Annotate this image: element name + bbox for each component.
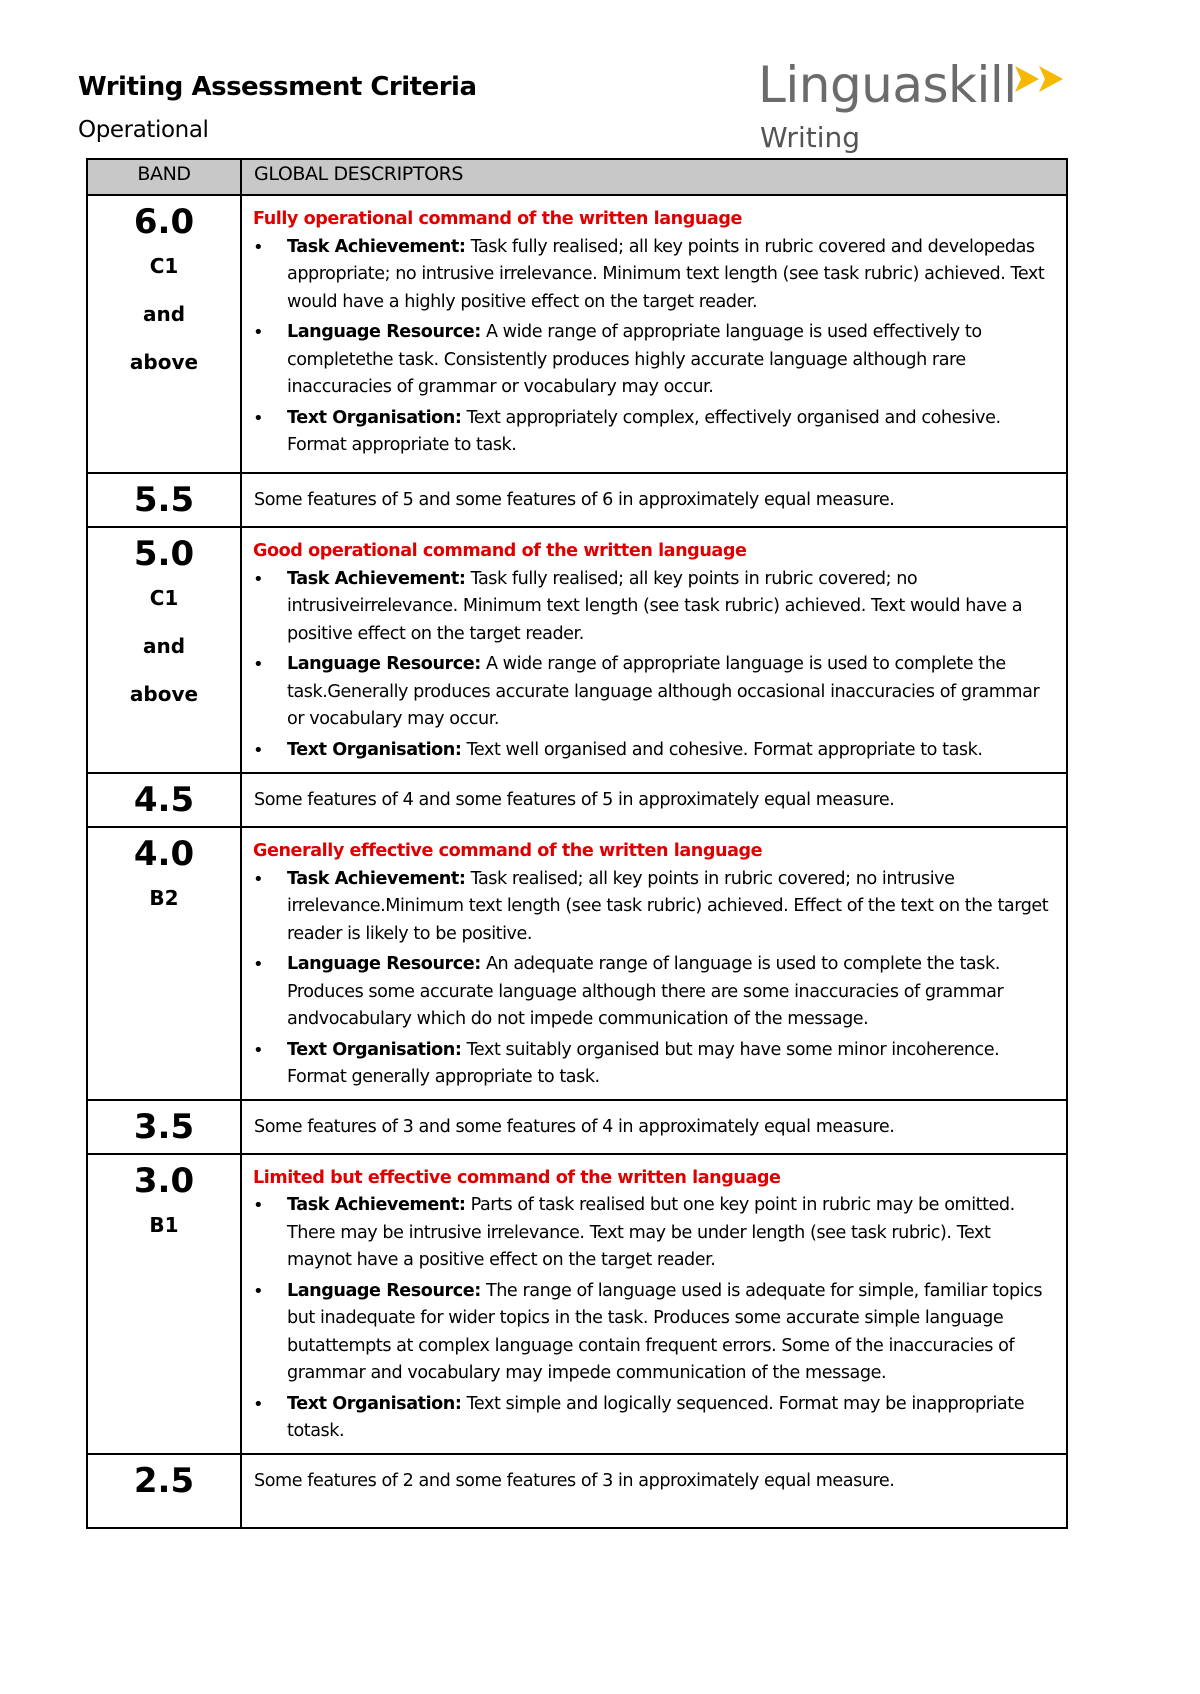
criterion-text: Text simple and logically sequenced. Format may be inappropriate totask.	[287, 1393, 1025, 1441]
band-cell	[87, 1100, 241, 1154]
descriptor-cell	[241, 1154, 1067, 1454]
criterion-label: Task Achievement:	[287, 568, 466, 589]
criterion-text: A wide range of appropriate language is used to complete the task.Generally produces accurate language although occasional inaccuracies of grammar or vocabulary may occur.	[287, 654, 1040, 729]
cefr-level: C1 and above	[129, 586, 199, 706]
band-row	[87, 1454, 1067, 1528]
criterion-label: Language Resource:	[287, 954, 481, 974]
band-row	[87, 473, 1067, 527]
descriptor-cell	[241, 195, 1067, 473]
descriptor-cell	[241, 773, 1067, 827]
band-row	[87, 1100, 1067, 1154]
criterion-label: Language Resource:	[287, 1280, 481, 1301]
intermediate-band-text: Some features of 3 and some features of 4 in approximately equal measure.	[254, 1116, 895, 1137]
band-cell	[87, 827, 241, 1100]
criterion-item	[253, 1037, 1054, 1092]
band-row	[87, 773, 1067, 827]
descriptor-heading: Generally effective command of the written language	[253, 841, 763, 861]
criterion-label: Task Achievement:	[287, 1195, 466, 1215]
descriptor-cell	[241, 473, 1067, 527]
criterion-item	[253, 737, 1054, 765]
brand-name: Linguaskill	[758, 56, 1017, 114]
band-cell	[87, 195, 241, 473]
criteria-table	[86, 158, 1068, 1529]
criterion-item	[253, 951, 1054, 1034]
criterion-text: An adequate range of language is used to complete the task. Produces some accurate language although there are some inaccuracies of grammar andvocabulary which do not impede communication of the message.	[287, 954, 1004, 1029]
intermediate-band-text: Some features of 5 and some features of 6 in approximately equal measure.	[254, 490, 895, 510]
cefr-level: B1	[149, 1212, 179, 1237]
criterion-item	[253, 319, 1054, 402]
double-arrow-icon	[1013, 64, 1077, 94]
band-cell	[87, 473, 241, 527]
band-column-header: BAND	[87, 159, 241, 195]
criterion-text: Text suitably organised but may have some minor incoherence. Format generally appropriate to task.	[287, 1039, 1000, 1087]
criterion-item	[253, 866, 1054, 949]
criterion-label: Text Organisation:	[287, 1039, 462, 1060]
band-row	[87, 827, 1067, 1100]
band-cell	[87, 1454, 241, 1528]
criterion-label: Text Organisation:	[287, 407, 462, 428]
band-row	[87, 195, 1067, 473]
criterion-label: Text Organisation:	[287, 1393, 462, 1414]
intermediate-band-text: Some features of 2 and some features of 3 in approximately equal measure.	[254, 1470, 895, 1491]
table-header-row	[87, 159, 1067, 195]
criterion-item	[253, 1192, 1054, 1275]
page-subtitle: Operational	[78, 117, 209, 143]
descriptor-cell	[241, 1100, 1067, 1154]
linguaskill-logo	[758, 56, 1078, 156]
criterion-text: Task fully realised; all key points in rubric covered; no intrusiveirrelevance. Minimum text length (see task rubric) achieved. Text would have a positive effect on the target reader.	[287, 568, 1023, 644]
band-cell	[87, 527, 241, 773]
brand-product: Writing	[760, 121, 860, 154]
criterion-text: A wide range of appropriate language is used effectively to completethe task. Consistently produces highly accurate language although rare inaccuracies of grammar or vocabulary may occur.	[287, 322, 982, 397]
descriptor-cell	[241, 827, 1067, 1100]
criteria-list	[253, 866, 1054, 1092]
criterion-item	[253, 234, 1054, 317]
criterion-item	[253, 1391, 1054, 1446]
criterion-text: Parts of task realised but one key point in rubric may be omitted. There may be intrusive irrelevance. Text may be under length (see task rubric). Text maynot have a positive effect on the target reader.	[287, 1195, 1015, 1270]
band-score: 4.0	[133, 834, 195, 874]
descriptor-cell	[241, 527, 1067, 773]
criterion-text: The range of language used is adequate for simple, familiar topics but inadequate for wider topics in the task. Produces some accurate simple language butattempts at complex language contain frequent errors. Some of the inaccuracies of grammar and vocabulary may impede communication of the message.	[287, 1280, 1043, 1383]
page-title: Writing Assessment Criteria	[78, 72, 477, 102]
descriptor-heading: Good operational command of the written language	[253, 541, 747, 561]
criterion-item	[253, 566, 1054, 649]
descriptors-column-header: GLOBAL DESCRIPTORS	[241, 159, 1067, 195]
criterion-text: Task fully realised; all key points in rubric covered and developedas appropriate; no intrusive irrelevance. Minimum text length (see task rubric) achieved. Text would have a highly positive effect on the target reader.	[287, 236, 1045, 312]
criterion-text: Text well organised and cohesive. Format appropriate to task.	[461, 739, 983, 760]
criterion-item	[253, 651, 1054, 734]
band-score: 5.5	[133, 480, 195, 520]
descriptor-heading: Fully operational command of the written language	[253, 209, 742, 229]
descriptor-cell	[241, 1454, 1067, 1528]
band-row	[87, 1154, 1067, 1454]
intermediate-band-text: Some features of 4 and some features of 5 in approximately equal measure.	[254, 790, 895, 810]
criterion-label: Language Resource:	[287, 322, 481, 342]
criterion-item	[253, 1278, 1054, 1388]
criterion-text: Task realised; all key points in rubric covered; no intrusive irrelevance.Minimum text length (see task rubric) achieved. Effect of the text on the target reader is likely to be positive.	[287, 868, 1049, 944]
band-score: 4.5	[133, 780, 195, 820]
criteria-list	[253, 566, 1054, 765]
band-cell	[87, 1154, 241, 1454]
band-score: 5.0	[133, 534, 195, 574]
criterion-label: Task Achievement:	[287, 236, 466, 257]
band-score: 3.0	[133, 1160, 195, 1201]
band-score: 3.5	[133, 1106, 195, 1147]
band-score: 2.5	[133, 1460, 195, 1501]
criteria-list	[253, 234, 1054, 460]
criterion-label: Language Resource:	[287, 654, 481, 674]
criterion-label: Text Organisation:	[287, 739, 462, 760]
criterion-item	[253, 405, 1054, 460]
cefr-level: C1 and above	[129, 254, 199, 374]
band-cell	[87, 773, 241, 827]
descriptor-heading: Limited but effective command of the written language	[253, 1167, 781, 1188]
band-row	[87, 527, 1067, 773]
criterion-text: Text appropriately complex, effectively organised and cohesive. Format appropriate to task.	[287, 407, 1001, 455]
cefr-level: B2	[149, 886, 179, 910]
criteria-list	[253, 1192, 1054, 1446]
band-score: 6.0	[133, 202, 195, 242]
criterion-label: Task Achievement:	[287, 868, 466, 889]
